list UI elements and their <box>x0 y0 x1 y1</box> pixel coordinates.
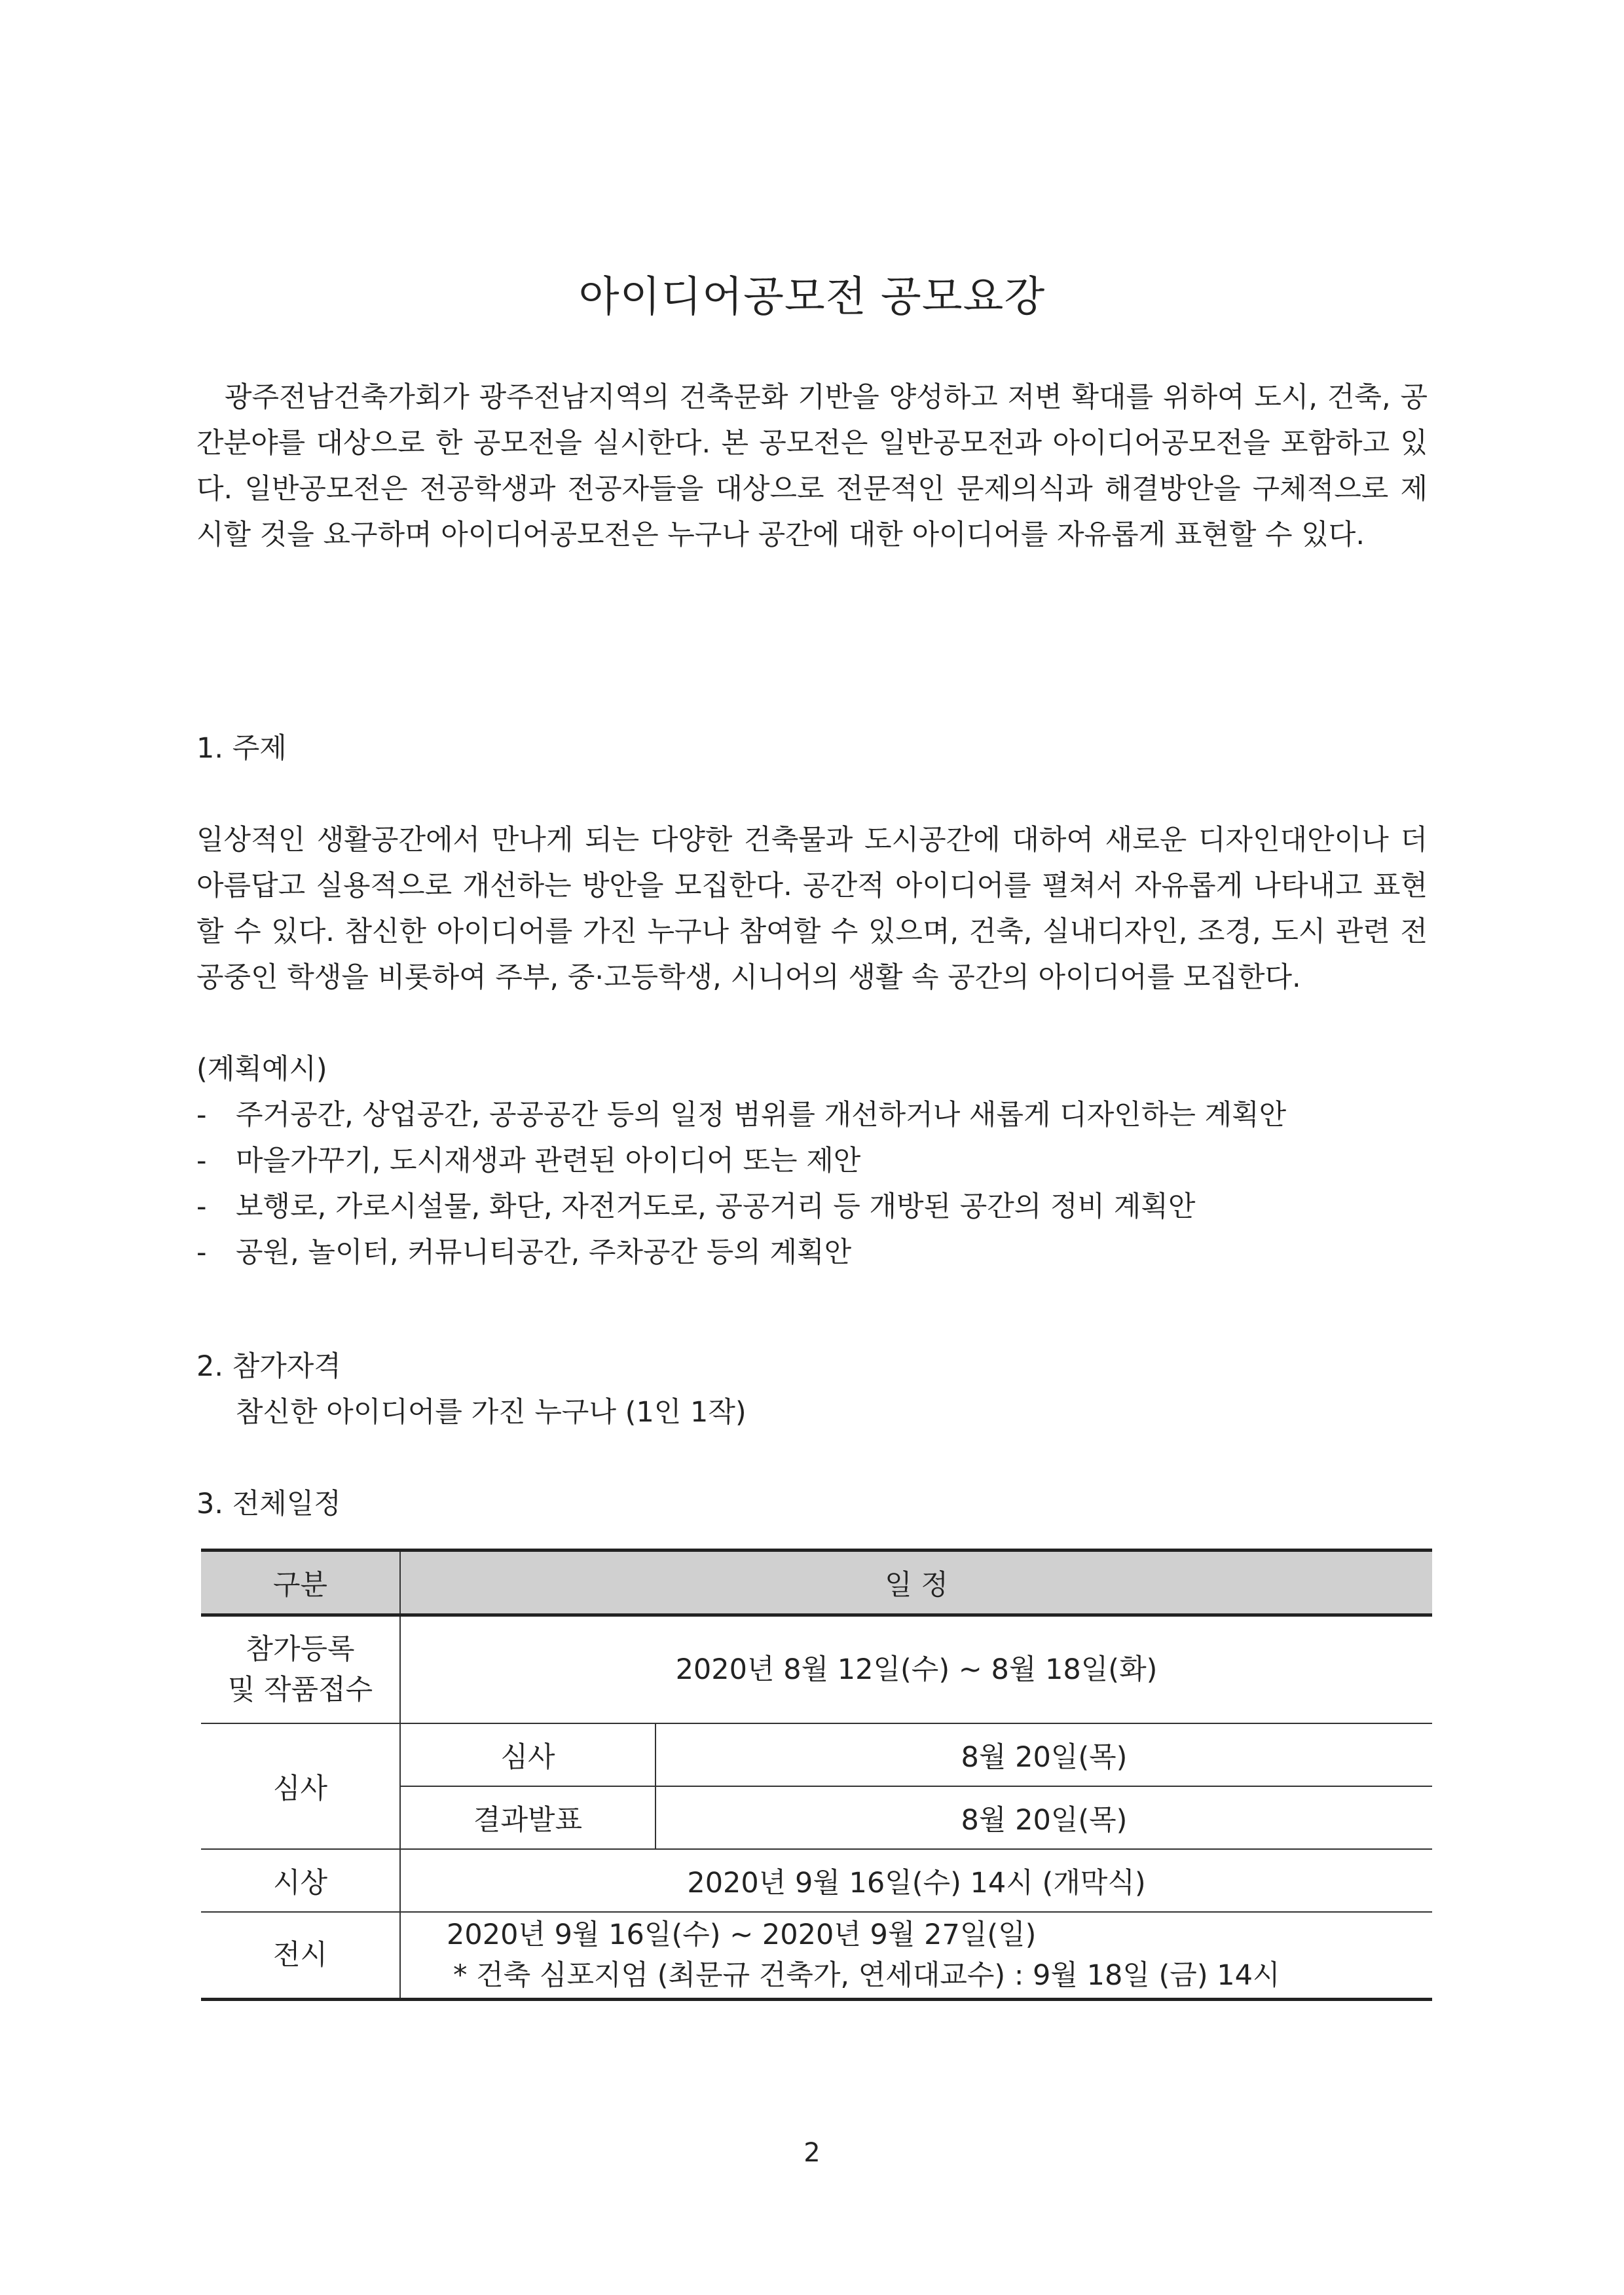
table-header-row <box>201 1551 1432 1615</box>
review-date: 8월 20일(목) <box>655 1723 1432 1786</box>
example-item <box>196 1092 1286 1138</box>
example-text: 주거공간, 상업공간, 공공공간 등의 일정 범위를 개선하거나 새롭게 디자인하는 계획안 <box>236 1099 1287 1131</box>
section1-body: 일상적인 생활공간에서 만나게 되는 다양한 건축물과 도시공간에 대하여 새로운 디자인대안이나 더 아름답고 실용적으로 개선하는 방안을 모집한다. 공간적 아이디어를 펼쳐서 자유롭게 나타내고 표현할 수 있다. 참신한 아이디어를 가진 누구나 참여할 수 있으며, 건축, 실내디자인, 조경, 도시 관련 전공중인 학생을 비롯하여 주부, 중·고등학생, 시니어의 생활 속 공간의 아이디어를 모집한다. <box>196 824 1428 994</box>
registration-date: 2020년 8월 12일(수) ~ 8월 18일(화) <box>400 1615 1432 1724</box>
header-schedule: 일 정 <box>400 1551 1432 1615</box>
example-text: 마을가꾸기, 도시재생과 관련된 아이디어 또는 제안 <box>236 1145 861 1177</box>
table-row <box>201 1849 1432 1912</box>
example-text: 공원, 놀이터, 커뮤니티공간, 주차공간 등의 계획안 <box>236 1236 852 1269</box>
table-row <box>201 1912 1432 2000</box>
example-item <box>196 1230 851 1276</box>
intro-paragraph: 광주전남건축가회가 광주전남지역의 건축문화 기반을 양성하고 저변 확대를 위하여 도시, 건축, 공간분야를 대상으로 한 공모전을 실시한다. 본 공모전은 일반공모전과 아이디어공모전을 포함하고 있다. 일반공모전은 전공학생과 전공자들을 대상으로 전문적인 문제의식과 해결방안을 구체적으로 제시할 것을 요구하며 아이디어공모전은 누구나 공간에 대한 아이디어를 자유롭게 표현할 수 있다. <box>196 381 1428 551</box>
examples-label: (계획예시) <box>196 1053 327 1086</box>
page-number: 2 <box>803 2138 821 2168</box>
exhibition-period: 2020년 9월 16일(수) ~ 2020년 9월 27일(일) <box>447 1919 1037 1951</box>
section2-body: 참신한 아이디어를 가진 누구나 (1인 1작) <box>236 1396 747 1429</box>
review-label: 심사 <box>201 1723 400 1849</box>
award-date: 2020년 9월 16일(수) 14시 (개막식) <box>400 1849 1432 1912</box>
example-item <box>196 1138 860 1184</box>
example-text: 보행로, 가로시설물, 화단, 자전거도로, 공공거리 등 개방된 공간의 정비 계획안 <box>236 1190 1196 1223</box>
result-announcement-label: 결과발표 <box>400 1786 655 1849</box>
symposium-note: * 건축 심포지엄 (최문규 건축가, 연세대교수) : 9월 18일 (금) 14시 <box>453 1959 1280 1992</box>
exhibition-dates <box>400 1912 1432 2000</box>
bullet-mark: - <box>196 1145 207 1177</box>
section1-heading: 1. 주제 <box>196 732 287 765</box>
example-item <box>196 1184 1195 1230</box>
page-title: 아이디어공모전 공모요강 <box>578 273 1046 321</box>
registration-label-line2: 및 작품접수 <box>227 1674 373 1706</box>
bullet-mark: - <box>196 1099 207 1131</box>
section2-heading: 2. 참가자격 <box>196 1350 341 1383</box>
registration-label-line1: 참가등록 <box>246 1633 355 1666</box>
bullet-mark: - <box>196 1190 207 1223</box>
section3-heading: 3. 전체일정 <box>196 1488 341 1520</box>
table-row <box>201 1723 1432 1786</box>
exhibition-label: 전시 <box>201 1912 400 2000</box>
registration-label <box>201 1615 400 1724</box>
review-sub-label: 심사 <box>400 1723 655 1786</box>
schedule-table <box>201 1549 1432 2001</box>
table-row <box>201 1615 1432 1724</box>
result-announcement-date: 8월 20일(목) <box>655 1786 1432 1849</box>
award-label: 시상 <box>201 1849 400 1912</box>
bullet-mark: - <box>196 1236 207 1269</box>
header-category: 구분 <box>201 1551 400 1615</box>
